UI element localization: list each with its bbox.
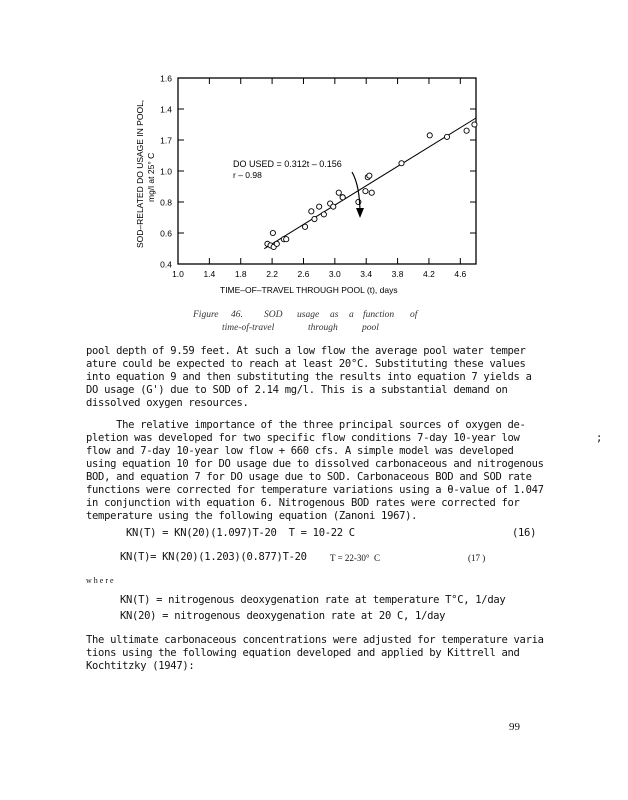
- definition-line: KN(20) = nitrogenous deoxygenation rate at 20 C, 1/day: [120, 610, 446, 622]
- data-point: [444, 134, 449, 139]
- data-point: [464, 128, 469, 133]
- page-number: 99: [509, 721, 520, 733]
- caption-word: usage: [297, 310, 320, 320]
- plot-frame: [178, 78, 476, 264]
- x-tick-label: 4.2: [423, 269, 435, 279]
- annotation-arrow: [352, 172, 360, 214]
- caption-word: a: [349, 310, 354, 320]
- y-tick-label: 1.0: [160, 166, 172, 177]
- text-line: BOD, and equation 7 for DO usage due to SOD. Carbonaceous BOD and SOD rate: [86, 471, 532, 483]
- data-point: [427, 133, 432, 138]
- data-point: [309, 209, 314, 214]
- caption-word: time-of-travel: [222, 323, 275, 333]
- text-line: tions using the following equation developed and applied by Kittrell and: [86, 647, 520, 659]
- x-tick-label: 1.8: [234, 269, 247, 279]
- data-point: [472, 122, 477, 127]
- y-tick-label: 1.7: [160, 135, 172, 146]
- text-line: flow and 7-day 10-year low flow + 660 cfs. A simple model was developed: [86, 445, 514, 457]
- x-tick-label: 3.0: [328, 269, 341, 279]
- equation-text: KN(T) = KN(20)(1.097)T-20 T = 10-22 C: [126, 527, 355, 539]
- data-point: [340, 195, 345, 200]
- definition-line: KN(T) = nitrogenous deoxygenation rate at temperature T°C, 1/day: [120, 594, 506, 606]
- equation-range: T = 22-30° C: [330, 553, 381, 563]
- text-line: ature could be expected to reach at least 20°C. Substituting these values: [86, 358, 526, 370]
- stray-mark: ;: [596, 432, 603, 444]
- x-tick-label: 4.6: [454, 269, 467, 279]
- x-tick-label: 3.8: [391, 269, 404, 279]
- text-line: temperature using the following equation (Zanoni 1967).: [86, 510, 418, 522]
- y-tick-label: 1.4: [160, 104, 172, 115]
- data-point: [274, 241, 279, 246]
- y-axis-ticks: [160, 74, 476, 270]
- data-point: [284, 237, 289, 242]
- equation-text: KN(T)= KN(20)(1.203)(0.877)T-20: [120, 551, 307, 563]
- text-line: Kochtitzky (1947):: [86, 660, 195, 672]
- caption-word: SOD: [264, 310, 283, 320]
- text-line: in conjunction with equation 6. Nitrogenous BOD rates were corrected for: [86, 497, 520, 509]
- caption-word: as: [330, 310, 339, 320]
- y-axis-label: SOD–RELATED DO USAGE IN POOL,: [135, 99, 145, 248]
- text-line: The ultimate carbonaceous concentrations were adjusted for temperature varia: [86, 634, 544, 646]
- text-line: dissolved oxygen resources.: [86, 397, 249, 409]
- caption-word: pool: [362, 323, 379, 333]
- equation-label: DO USED = 0.312t – 0.156: [233, 159, 342, 169]
- caption-word: through: [308, 323, 338, 333]
- caption-word: of: [410, 310, 418, 320]
- y-tick-label: 0.6: [160, 228, 172, 239]
- r-value-label: r – 0.98: [233, 170, 262, 180]
- arrow-head: [356, 208, 364, 218]
- equation-number: (16): [512, 527, 537, 539]
- y-tick-label: 0.8: [160, 197, 172, 208]
- data-point: [317, 204, 322, 209]
- data-point: [312, 216, 317, 221]
- caption-figure: Figure: [193, 310, 219, 320]
- text-line: pool depth of 9.59 feet. At such a low flow the average pool water temper: [86, 345, 526, 357]
- x-tick-label: 2.6: [297, 269, 310, 279]
- data-point: [270, 230, 275, 235]
- data-point: [331, 204, 336, 209]
- y-axis-units: mg/l at 25° C: [146, 152, 156, 202]
- equation-number: (17 ): [468, 553, 486, 563]
- data-point: [369, 190, 374, 195]
- data-point: [363, 189, 368, 194]
- text-line: using equation 10 for DO usage due to dissolved carbonaceous and nitrogenous: [86, 458, 544, 470]
- caption-number: 46.: [231, 310, 243, 320]
- data-point: [336, 190, 341, 195]
- data-point: [399, 161, 404, 166]
- y-tick-label: 1.6: [160, 73, 172, 84]
- text-line: into equation 9 and then substituting the results into equation 7 yields a: [86, 371, 532, 383]
- sod-usage-chart: [0, 0, 628, 300]
- caption-word: function: [363, 310, 395, 320]
- x-tick-label: 1.0: [172, 269, 184, 279]
- data-point: [302, 224, 307, 229]
- data-points: [265, 122, 477, 250]
- x-tick-label: 1.4: [203, 269, 216, 279]
- text-line: functions were corrected for temperature variations using a θ-value of 1.047: [86, 484, 544, 496]
- data-point: [321, 212, 326, 217]
- text-line: DO usage (G') due to SOD of 2.14 mg/l. This is a substantial demand on: [86, 384, 508, 396]
- where-label: where: [86, 576, 116, 585]
- text-line: pletion was developed for two specific flow conditions 7-day 10-year low: [86, 432, 520, 444]
- data-point: [367, 173, 372, 178]
- y-tick-label: 0.4: [160, 259, 172, 270]
- x-axis-label: TIME–OF–TRAVEL THROUGH POOL (t), days: [220, 285, 398, 295]
- text-line: The relative importance of the three principal sources of oxygen de-: [86, 419, 526, 431]
- x-axis-ticks: [172, 78, 466, 279]
- x-tick-label: 2.2: [266, 269, 279, 279]
- x-tick-label: 3.4: [360, 269, 373, 279]
